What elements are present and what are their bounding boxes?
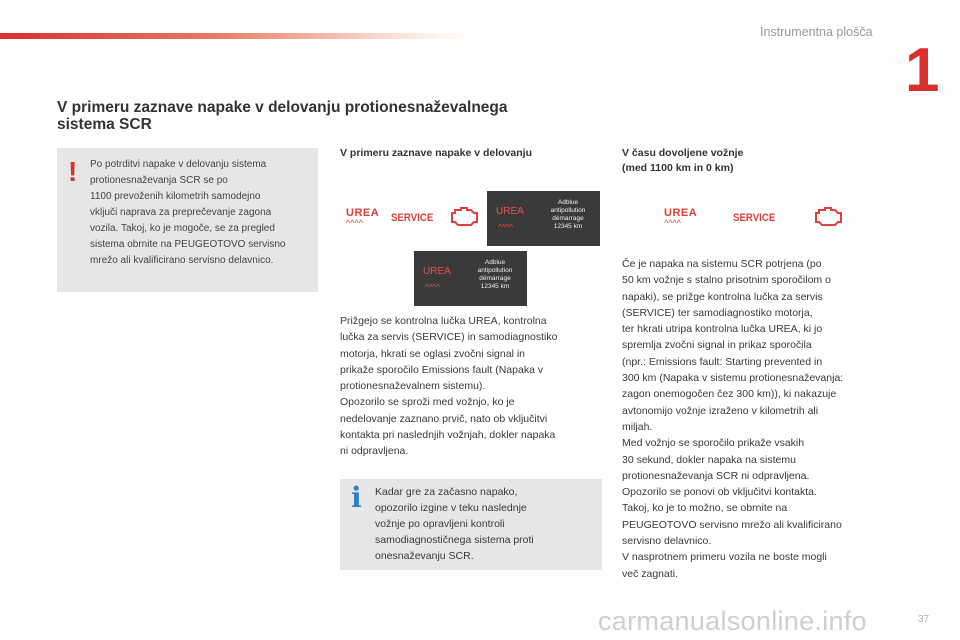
col2-line: miljah.: [622, 420, 653, 433]
multifunction-display-top: [487, 191, 600, 246]
col2-heading: [622, 146, 743, 176]
col2-line: 50 km vožnje s stalno prisotnim sporočilom o: [622, 274, 831, 287]
warning-line: vozila. Takoj, ko je mogoče, se za pregled: [90, 223, 275, 234]
urea-label: UREA: [346, 207, 380, 219]
col2-line: protionesnaževanja SCR ni odpravljena.: [622, 469, 810, 482]
col1-line: motorja, hkrati se oglasi zvočni signal in: [340, 347, 526, 360]
warning-line: vključi naprava za preprečevanje zagona: [90, 207, 272, 218]
info-text: [375, 484, 597, 564]
col2-line: PEUGEOTOVO servisno mrežo ali kvalificirano: [622, 518, 842, 531]
col2-heading-line1: V času dovoljene vožnje: [622, 147, 744, 159]
warning-box: [57, 148, 318, 292]
info-line: vožnje po opravljeni kontroli: [375, 518, 505, 530]
col2-line: ter hkrati utripa kontrolna lučka UREA, ki jo: [622, 323, 823, 336]
display-message: [539, 199, 597, 231]
col1-line: ni odpravljena.: [340, 445, 409, 458]
urea-indicator: [346, 208, 379, 228]
col1-line: kontakta pri naslednjih vožnjah, dokler napaka: [340, 429, 556, 442]
page-title-line1: V primeru zaznave napake v delovanju protionesnaževalnega: [57, 99, 508, 116]
col1-line: lučka za servis (SERVICE) in samodiagnostiko: [340, 331, 558, 344]
col2-line: Če je napaka na sistemu SCR potrjena (po: [622, 258, 822, 270]
col2-line: 300 km (Napaka v sistemu protionesnaževanja:: [622, 372, 844, 385]
col2-line: napaki), se prižge kontrolna lučka za servis: [622, 290, 823, 303]
display-urea-label: UREA: [496, 206, 524, 217]
col2-line: servisno delavnico.: [622, 535, 712, 548]
info-line: samodiagnostičnega sistema proti: [375, 534, 534, 546]
warning-line: protionesnaževanja SCR se po: [90, 175, 228, 186]
urea-label: UREA: [664, 207, 698, 219]
display-message: [466, 259, 524, 291]
warning-text: [90, 157, 312, 269]
header-accent-bar: [0, 33, 470, 39]
col1-line: Prižgejo se kontrolna lučka UREA, kontrolna: [340, 315, 547, 327]
col2-line: 30 sekund, dokler napaka na sistemu: [622, 453, 796, 466]
service-indicator: SERVICE: [733, 212, 776, 224]
display-line: 12345 km: [553, 223, 583, 230]
col2-line: (SERVICE) ter samodiagnostiko motorja,: [622, 306, 813, 319]
display-line: démarrage: [479, 275, 511, 282]
col1-body-text: [340, 313, 602, 460]
warning-line: 1100 prevoženih kilometrih samodejno: [90, 191, 261, 202]
urea-wave: ^^^^: [664, 218, 681, 228]
col1-line: protionesnaževalnem sistemu).: [340, 380, 486, 393]
engine-check-icon: [812, 204, 844, 235]
exclamation-icon: !: [68, 156, 78, 187]
display-urea-wave: ^^^^: [425, 283, 441, 292]
multifunction-display-bottom: [414, 251, 527, 306]
col1-line: Opozorilo se sproži med vožnjo, ko je: [340, 396, 515, 409]
page-title: [57, 99, 577, 133]
col2-line: spremlja zvočni signal in prikaz sporočila: [622, 339, 812, 352]
col2-line: V nasprotnem primeru vozila ne boste mogli: [622, 551, 827, 564]
info-icon: i: [351, 481, 362, 514]
service-indicator: SERVICE: [391, 212, 434, 224]
urea-indicator: [664, 208, 697, 228]
col2-heading-line2: (med 1100 km in 0 km): [622, 162, 734, 174]
watermark: carmanualsonline.info: [598, 606, 867, 636]
engine-check-icon: [448, 204, 480, 235]
urea-wave: ^^^^: [346, 218, 363, 228]
page-number: 37: [918, 614, 930, 625]
chapter-number: 1: [905, 36, 940, 105]
info-line: onesnaževanju SCR.: [375, 550, 474, 562]
col2-line: avtonomijo vožnje izraženo v kilometrih ali: [622, 404, 819, 417]
display-line: antipollution: [550, 207, 586, 214]
col2-line: Med vožnjo se sporočilo prikaže vsakih: [622, 437, 805, 450]
col1-line: nedelovanje zaznano prvič, nato ob vključitvi: [340, 412, 548, 425]
display-line: Adblue: [484, 259, 506, 266]
col2-line: Opozorilo se ponovi ob vključitvi kontakta.: [622, 486, 817, 499]
info-line: opozorilo izgine v teku naslednje: [375, 502, 527, 514]
display-urea-label: UREA: [423, 266, 451, 277]
info-line: Kadar gre za začasno napako,: [375, 486, 518, 498]
warning-line: Po potrditvi napake v delovanju sistema: [90, 159, 267, 170]
section-title: Instrumentna plošča: [760, 25, 873, 39]
col2-body-text: [622, 256, 892, 582]
info-box: [340, 479, 602, 570]
display-line: Adblue: [557, 199, 579, 206]
col1-heading: V primeru zaznave napake v delovanju: [340, 147, 532, 159]
display-line: 12345 km: [480, 283, 510, 290]
col2-line: Takoj, ko je to možno, se obrnite na: [622, 502, 788, 515]
display-line: antipollution: [477, 267, 513, 274]
display-urea-wave: ^^^^: [498, 223, 514, 232]
warning-line: sistema obrnite na PEUGEOTOVO servisno: [90, 239, 286, 250]
col2-line: zagon onemogočen čez 300 km)), ki nakazuje: [622, 388, 837, 401]
col2-line: več zagnati.: [622, 567, 679, 580]
col2-line: (npr.: Emissions fault: Starting prevented in: [622, 355, 823, 368]
warning-line: mrežo ali kvalificirano servisno delavnico.: [90, 255, 274, 266]
display-line: démarrage: [552, 215, 584, 222]
col1-line: prikaže sporočilo Emissions fault (Napaka v: [340, 363, 544, 376]
page-title-line2: sistema SCR: [57, 116, 152, 133]
